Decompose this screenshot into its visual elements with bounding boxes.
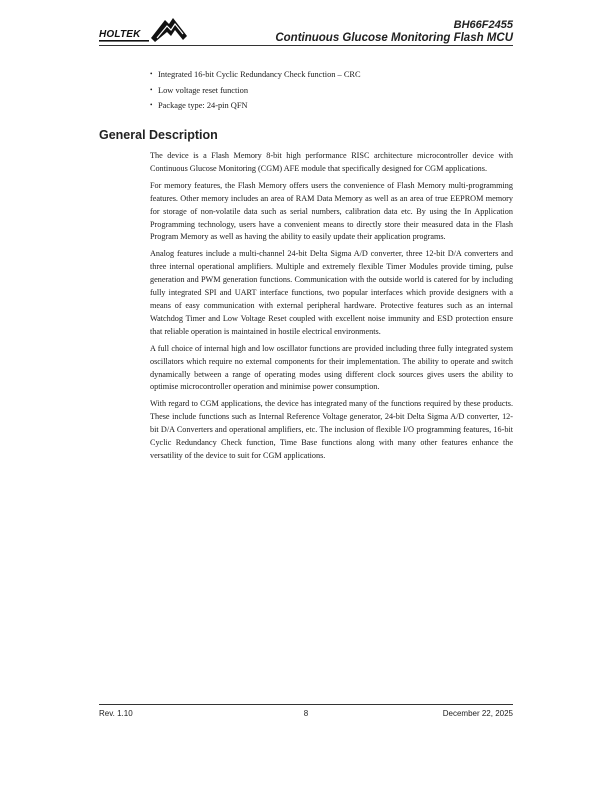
paragraph-memory: For memory features, the Flash Memory offers users the convenience of Flash Memory multi-programming features. Other memory includes an area of RAM Data Memory as well as an area of true EEPROM memory for storage of non-volatile data such as serial numbers, calibration data etc. By using the In Application Programming technology, users have a convenient means to directly store their measured data in the Flash Program Memory as well as having the ability to easily update their application programs. — [150, 180, 513, 242]
paragraph-oscillator: A full choice of internal high and low oscillator functions are provided including three fully integrated system oscillators which require no external components for their implementation. The ability to operate and switch dynamically between a range of operating modes using different clock sources gives users the ability to optimise microcontroller operation and minimise power consumption. — [150, 343, 513, 392]
paragraph-analog: Analog features include a multi-channel 24-bit Delta Sigma A/D converter, three 12-bit D/A converters and three internal operational amplifiers. Multiple and extremely flexible Timer Modules provide timing, pulse generation and PWM generation functions. Communication with the outside world is catered for by including fully integrated SPI and UART interface functions, two popular interfaces which provide designers with a means of easy communication with external peripheral hardware. Protective features such as an internal Watchdog Timer and Low Voltage Reset coupled with excellent noise immunity and ESD protection ensure that reliable operation is maintained in hostile electrical environments. — [150, 249, 513, 336]
list-item: • Package type: 24-pin QFN — [150, 98, 513, 114]
paragraph-overview: The device is a Flash Memory 8-bit high performance RISC architecture microcontroller device with Continuous Glucose Monitoring (CGM) AFE module that specifically designed for CGM applications. — [150, 151, 513, 173]
logo-text: HOLTEK — [99, 29, 141, 40]
feature-list — [150, 67, 513, 114]
paragraph-cgm: With regard to CGM applications, the device has integrated many of the functions required by these products. These include functions such as Internal Reference Voltage generator, 24-bit Delta Sigma A/D converter, 12-bit D/A Converters and operational amplifiers, etc. The inclusion of flexible I/O programming features, 16-bit Cyclic Redundancy Check function, Time Base functions along with many other features enhance the versatility of the device to suit for CGM applications. — [150, 399, 513, 460]
date-label: December 22, 2025 — [442, 709, 513, 718]
section-heading: General Description — [99, 128, 218, 142]
holtek-logo — [99, 14, 189, 46]
list-item: • Low voltage reset function — [150, 83, 513, 99]
header-rule — [99, 45, 513, 46]
list-item: • Integrated 16-bit Cyclic Redundancy Check function – CRC — [150, 67, 513, 83]
document-title: Continuous Glucose Monitoring Flash MCU — [275, 32, 513, 44]
general-description-body — [150, 150, 513, 467]
part-number: BH66F2455 — [453, 19, 513, 31]
page-header — [99, 14, 513, 46]
page-number: 8 — [303, 709, 309, 718]
revision-label: Rev. 1.10 — [99, 709, 133, 718]
footer-rule — [99, 704, 513, 705]
